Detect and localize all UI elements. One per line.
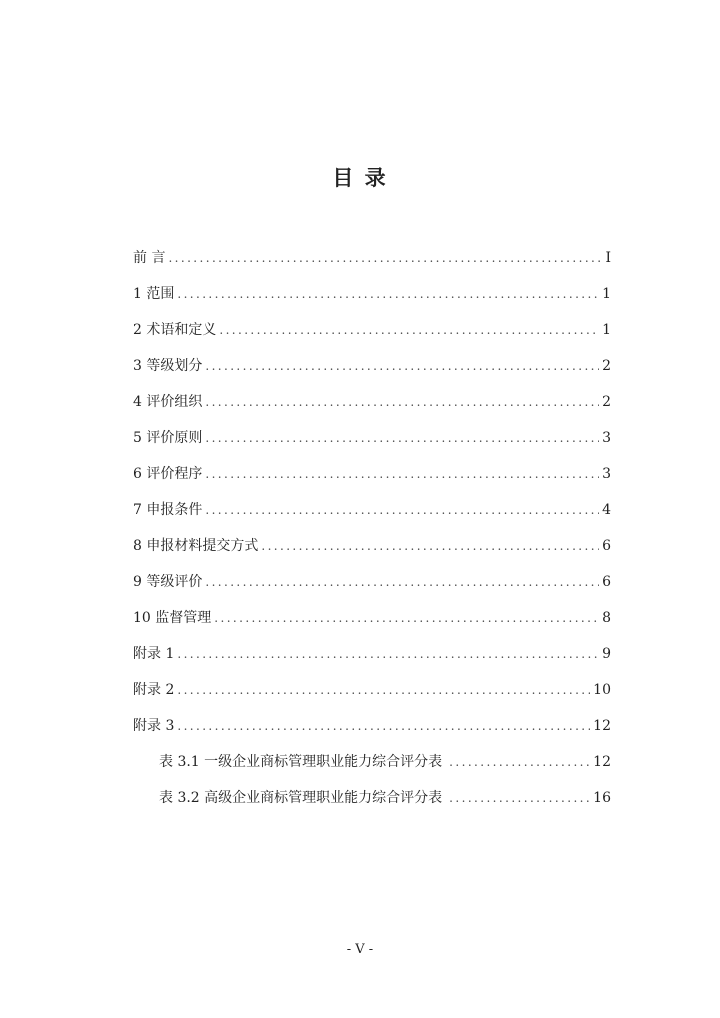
toc-entry-label: 4 评价组织 [133, 394, 203, 410]
toc-entry-label: 3 等级划分 [133, 358, 203, 374]
toc-entry[interactable] [133, 456, 611, 492]
leader-dots [261, 528, 599, 564]
toc-entry-page: 1 [602, 286, 611, 302]
page-number: - V - [346, 942, 374, 957]
toc-entry[interactable] [133, 384, 611, 420]
leader-dots [177, 276, 599, 312]
leader-dots [177, 708, 590, 744]
toc-entry[interactable] [133, 492, 611, 528]
toc-entry-page: 16 [593, 790, 611, 806]
toc-entry-page: I [605, 250, 611, 266]
toc-entry-page: 6 [602, 574, 611, 590]
toc-entry-page: 2 [602, 358, 611, 374]
toc-entry-label: 1 范围 [133, 286, 175, 302]
toc-entry-label: 8 申报材料提交方式 [133, 538, 259, 554]
toc-entry-page: 2 [602, 394, 611, 410]
toc-entry[interactable] [133, 312, 611, 348]
leader-dots [168, 240, 602, 276]
toc-entry-label: 表 3.1 一级企业商标管理职业能力综合评分表 [159, 754, 443, 770]
toc-entry[interactable] [133, 672, 611, 708]
toc-entry-page: 9 [602, 646, 611, 662]
toc-entry-page: 12 [593, 718, 611, 734]
toc-subentry[interactable] [133, 780, 611, 816]
toc-entry-page: 10 [593, 682, 611, 698]
toc-entry-label: 2 术语和定义 [133, 322, 217, 338]
toc-entry-label: 前 言 [133, 250, 166, 266]
leader-dots [205, 492, 599, 528]
toc-entry-label: 附录 1 [133, 646, 175, 662]
leader-dots [449, 780, 590, 816]
toc-entry-page: 3 [602, 430, 611, 446]
toc-entry-page: 8 [602, 610, 611, 626]
toc-entry[interactable] [133, 636, 611, 672]
toc-entry[interactable] [133, 240, 611, 276]
leader-dots [205, 564, 599, 600]
toc-entry-label: 7 申报条件 [133, 502, 203, 518]
leader-dots [214, 600, 599, 636]
toc-entry[interactable] [133, 276, 611, 312]
toc-entry[interactable] [133, 564, 611, 600]
toc-entry-label: 表 3.2 高级企业商标管理职业能力综合评分表 [159, 790, 443, 806]
leader-dots [205, 348, 599, 384]
leader-dots [205, 456, 599, 492]
toc-subentry[interactable] [133, 744, 611, 780]
leader-dots [205, 420, 599, 456]
toc-entry[interactable] [133, 348, 611, 384]
toc-entry[interactable] [133, 420, 611, 456]
leader-dots [177, 672, 590, 708]
toc-entry[interactable] [133, 708, 611, 744]
leader-dots [177, 636, 599, 672]
toc-entry-page: 6 [602, 538, 611, 554]
toc-list [133, 240, 611, 816]
toc-entry-page: 3 [602, 466, 611, 482]
toc-entry-page: 4 [602, 502, 611, 518]
toc-entry-page: 12 [593, 754, 611, 770]
toc-entry-label: 5 评价原则 [133, 430, 203, 446]
toc-entry[interactable] [133, 600, 611, 636]
toc-entry-label: 6 评价程序 [133, 466, 203, 482]
toc-title: 目 录 [332, 166, 388, 190]
leader-dots [449, 744, 590, 780]
toc-entry-page: 1 [602, 322, 611, 338]
toc-entry-label: 10 监督管理 [133, 610, 212, 626]
leader-dots [205, 384, 599, 420]
toc-entry-label: 附录 2 [133, 682, 175, 698]
toc-entry-label: 附录 3 [133, 718, 175, 734]
toc-entry[interactable] [133, 528, 611, 564]
leader-dots [219, 312, 599, 348]
toc-entry-label: 9 等级评价 [133, 574, 203, 590]
